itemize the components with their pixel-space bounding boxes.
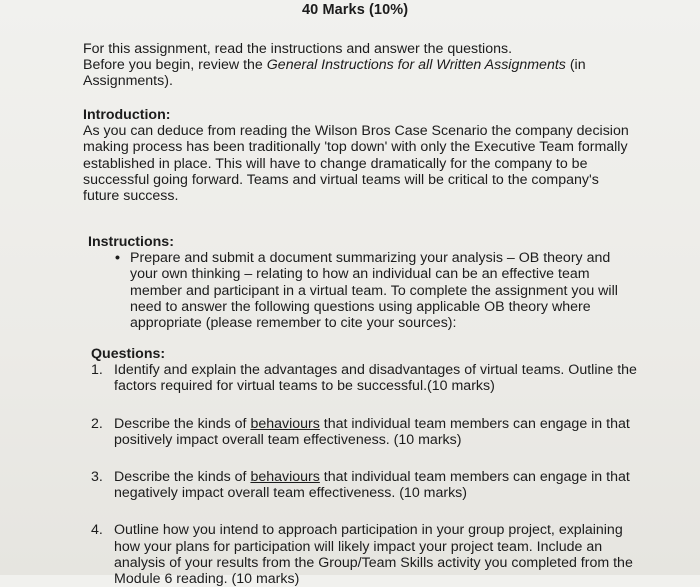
instructions-line: your own thinking – relating to how an individual can be an effective team xyxy=(130,266,590,283)
question-line: Describe the kinds of behaviours that individual team members can engage in that xyxy=(114,469,630,486)
introduction-line: future success. xyxy=(83,188,179,205)
question-line: Module 6 reading. (10 marks) xyxy=(114,571,300,587)
question-number: 2. xyxy=(91,415,103,432)
questions-heading: Questions: xyxy=(91,346,166,362)
introduction-line: As you can deduce from reading the Wilson Bros Case Scenario the company decision xyxy=(83,123,629,140)
question-line: negatively impact overall team effectiveness. (10 marks) xyxy=(114,485,467,502)
bullet-icon: • xyxy=(115,250,120,267)
intro-line: For this assignment, read the instructions and answer the questions. xyxy=(83,41,513,57)
instructions-line: Prepare and submit a document summarizing your analysis – OB theory and xyxy=(130,250,611,267)
instructions-section xyxy=(88,234,628,331)
instructions-bullet-item xyxy=(88,250,628,331)
instructions-heading: Instructions: xyxy=(88,234,174,250)
question-line: factors required for virtual teams to be successful.(10 marks) xyxy=(114,378,495,395)
intro-line: Before you begin, review the General Instructions for all Written Assignments (in xyxy=(83,57,586,74)
intro-paragraph xyxy=(83,41,603,90)
question-item xyxy=(91,362,641,394)
introduction-heading: Introduction: xyxy=(83,107,171,123)
general-instructions-ref: General Instructions for all Written Assignments xyxy=(266,57,566,74)
behaviours-underlined: behaviours xyxy=(250,469,320,486)
question-line: Identify and explain the advantages and disadvantages of virtual teams. Outline the xyxy=(114,362,637,379)
behaviours-underlined: behaviours xyxy=(250,415,320,432)
question-item xyxy=(91,522,641,587)
question-line: analysis of your results from the Group/Team Skills activity you completed from the xyxy=(114,554,633,571)
question-line: how your plans for participation will likely impact your project team. Include an xyxy=(114,538,603,555)
question-line: Outline how you intend to approach participation in your group project, explaining xyxy=(114,522,623,539)
question-item xyxy=(91,416,641,448)
question-number: 3. xyxy=(91,469,103,486)
instructions-line: appropriate (please remember to cite your sources): xyxy=(130,315,457,332)
marks-heading: 40 Marks (10%) xyxy=(302,2,409,18)
introduction-section xyxy=(83,107,643,204)
intro-line: Assignments). xyxy=(83,73,173,90)
introduction-line: making process has been traditionally 'top down' with only the Executive Team formally xyxy=(83,139,628,156)
instructions-line: need to answer the following questions using applicable OB theory where xyxy=(130,298,591,315)
instructions-line: member and participant in a virtual team. To complete the assignment you will xyxy=(130,282,618,299)
question-item xyxy=(91,469,641,501)
question-number: 1. xyxy=(91,362,103,379)
question-line: Describe the kinds of behaviours that individual team members can engage in that xyxy=(114,415,630,432)
introduction-line: established in place. This will have to change dramatically for the company to be xyxy=(83,155,588,172)
introduction-line: successful going forward. Teams and virtual teams will be critical to the company's xyxy=(83,171,599,188)
question-number: 4. xyxy=(91,522,103,539)
question-line: positively impact overall team effectiveness. (10 marks) xyxy=(114,431,462,448)
questions-section xyxy=(91,346,641,587)
